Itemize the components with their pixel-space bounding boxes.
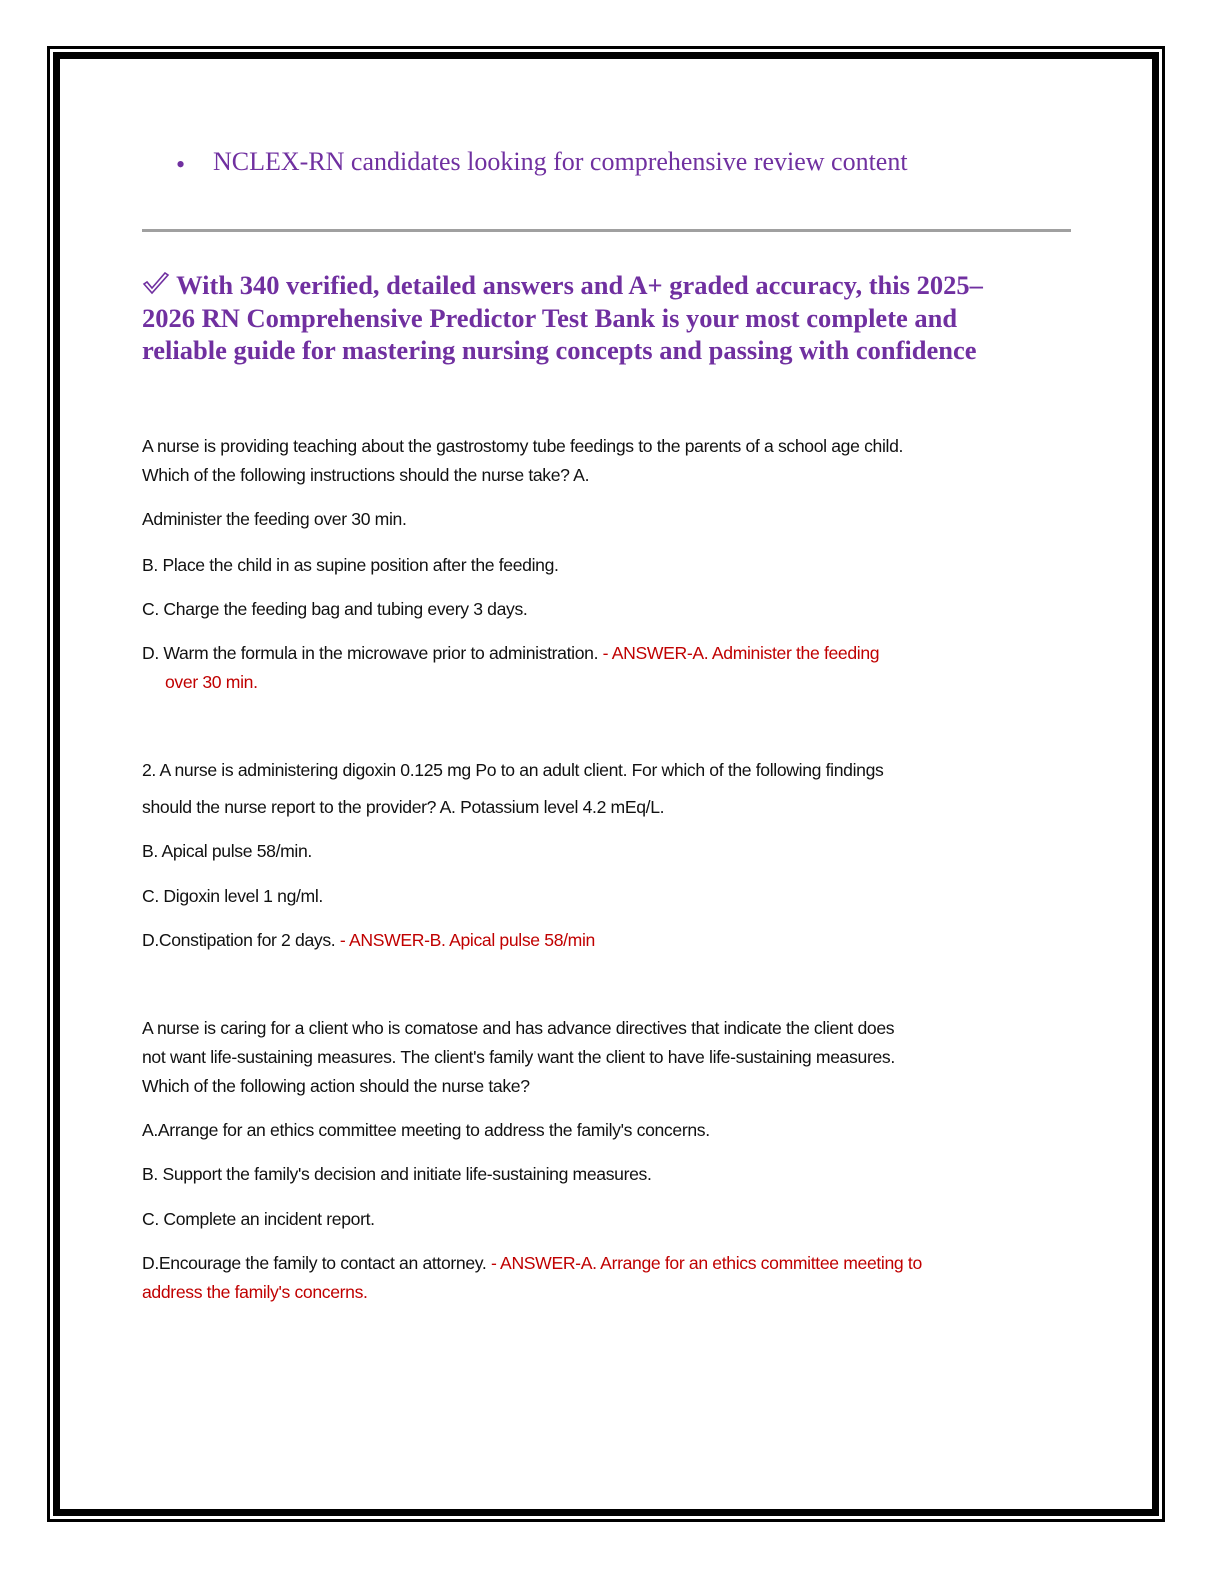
bullet-text: NCLEX-RN candidates looking for comprehensive review content bbox=[213, 147, 908, 176]
question-3-stem: not want life-sustaining measures. The client's family want the client to have life-sustaining measures. bbox=[142, 1047, 895, 1067]
answer-text: - ANSWER-A. Arrange for an ethics committee meeting to bbox=[490, 1253, 922, 1273]
headline-line-2: 2026 RN Comprehensive Predictor Test Bank is your most complete and bbox=[142, 303, 958, 333]
option-text: D.Encourage the family to contact an attorney. bbox=[142, 1253, 491, 1273]
bullet-marker: • bbox=[176, 150, 186, 179]
question-2-option-b: B. Apical pulse 58/min. bbox=[142, 841, 312, 861]
question-2-option-c: C. Digoxin level 1 ng/ml. bbox=[142, 886, 323, 906]
headline-text: With 340 verified, detailed answers and A+ graded accuracy, this 2025– bbox=[176, 270, 983, 300]
answer-text: address the family's concerns. bbox=[142, 1282, 368, 1302]
answer-text: - ANSWER-A. Administer the feeding bbox=[602, 643, 880, 663]
option-text: D. Warm the formula in the microwave prior to administration. bbox=[142, 643, 603, 663]
question-3-option-a: A.Arrange for an ethics committee meeting to address the family's concerns. bbox=[142, 1120, 710, 1140]
answer-text: - ANSWER-B. Apical pulse 58/min bbox=[339, 930, 595, 950]
headline-line-1 bbox=[142, 270, 983, 301]
horizontal-rule bbox=[142, 229, 1071, 232]
question-1-option-d bbox=[142, 643, 879, 664]
answer-text: over 30 min. bbox=[165, 672, 258, 692]
question-1-option-a: Administer the feeding over 30 min. bbox=[142, 509, 407, 529]
question-3-stem: Which of the following action should the nurse take? bbox=[142, 1076, 530, 1096]
question-2-option-d bbox=[142, 930, 595, 951]
question-3-option-b: B. Support the family's decision and initiate life-sustaining measures. bbox=[142, 1164, 652, 1184]
question-3-option-d bbox=[142, 1253, 922, 1274]
question-3-option-c: C. Complete an incident report. bbox=[142, 1209, 375, 1229]
question-1-option-c: C. Charge the feeding bag and tubing every 3 days. bbox=[142, 599, 528, 619]
question-2-stem: 2. A nurse is administering digoxin 0.125 mg Po to an adult client. For which of the following findings bbox=[142, 760, 884, 780]
question-1-stem: Which of the following instructions should the nurse take? A. bbox=[142, 465, 590, 485]
question-3-stem: A nurse is caring for a client who is comatose and has advance directives that indicate the client does bbox=[142, 1018, 895, 1038]
question-1-stem: A nurse is providing teaching about the gastrostomy tube feedings to the parents of a school age child. bbox=[142, 436, 904, 456]
option-text: D.Constipation for 2 days. bbox=[142, 930, 340, 950]
question-2-stem: should the nurse report to the provider? A. Potassium level 4.2 mEq/L. bbox=[142, 797, 665, 817]
question-1-option-b: B. Place the child in as supine position after the feeding. bbox=[142, 555, 559, 575]
check-mark-icon bbox=[142, 272, 170, 296]
headline-line-3: reliable guide for mastering nursing concepts and passing with confidence bbox=[142, 335, 977, 365]
